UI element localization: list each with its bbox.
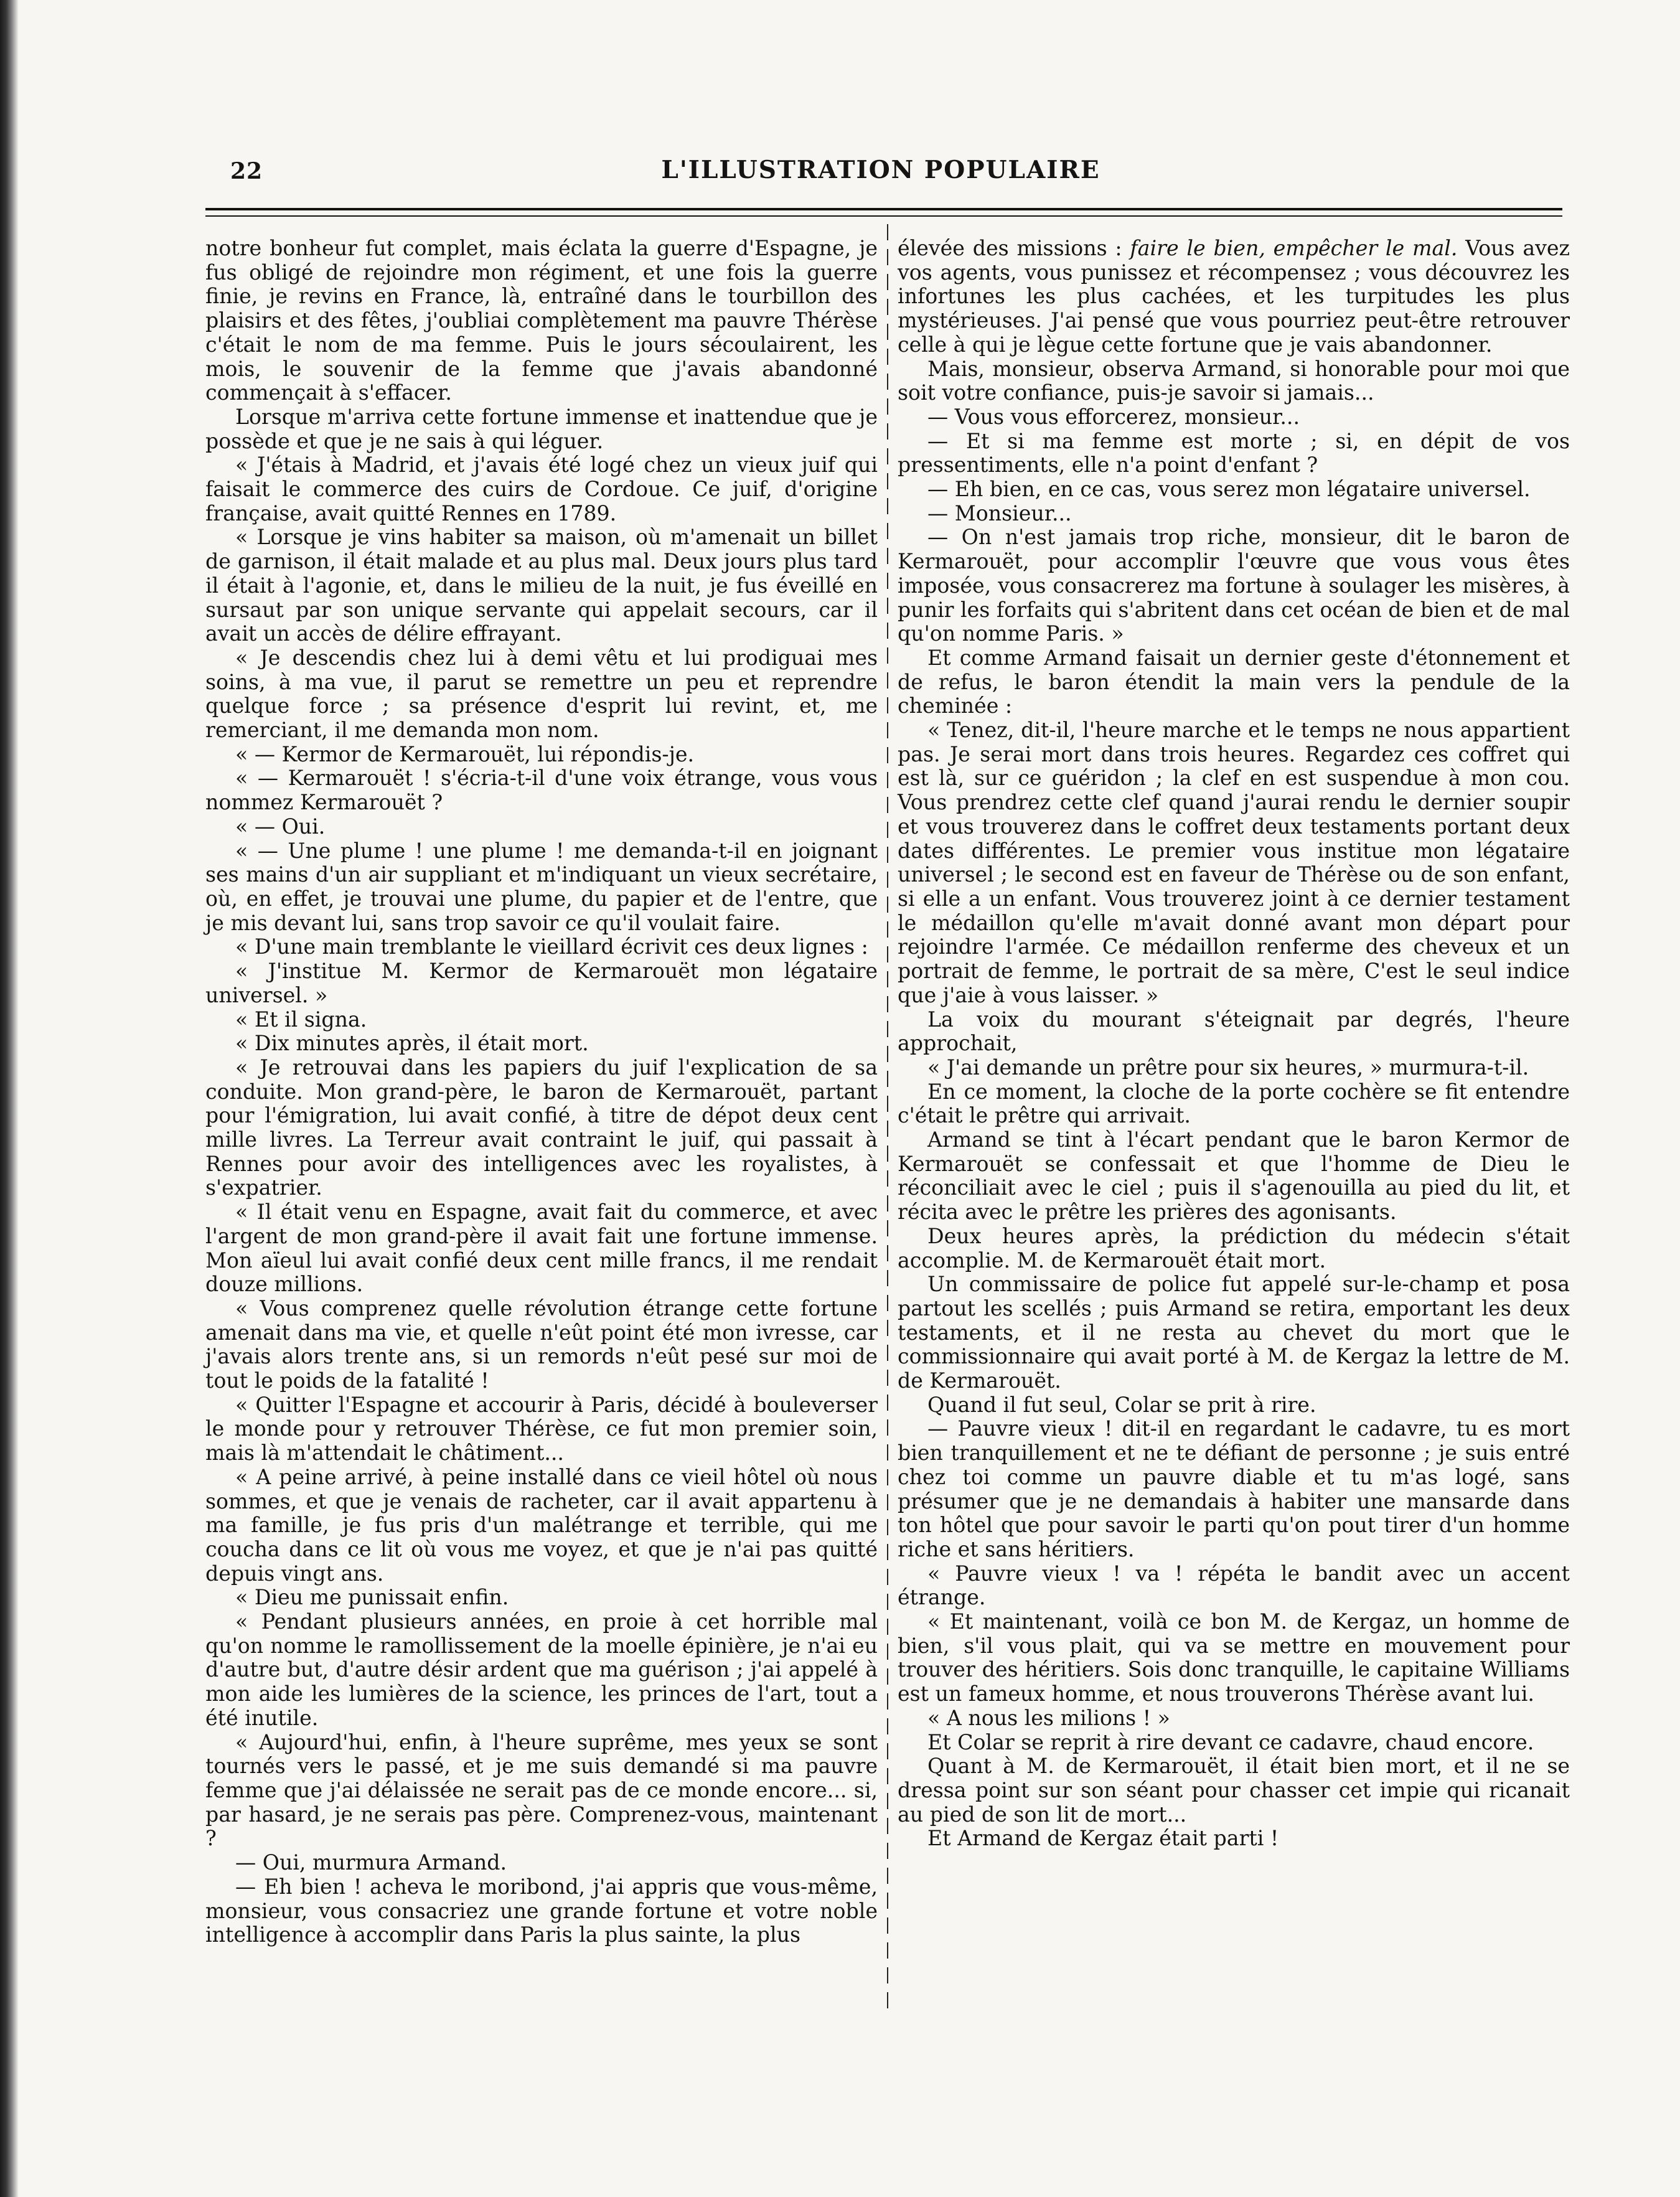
paragraph: « Dix minutes après, il était mort. <box>235 1031 589 1056</box>
paragraph: « Lorsque je vins habiter sa maison, où m'amenait un billet de garnison, il était malade et au plus mal. Deux jours plus tard il était à l'agonie, et, dans le milieu de la nuit, je fus éveillé en sursaut par son unique servante qui appelait secours, car il avait un accès de délire effrayant. <box>205 525 878 646</box>
paragraph: « Il était venu en Espagne, avait fait du commerce, et avec l'argent de mon grand-père il avait fait une fortune immense. Mon aïeul lui avait confié deux cent mille francs, il me rendait douze millions. <box>205 1200 878 1297</box>
header-rule-thick <box>205 208 1562 210</box>
paragraph: Quant à M. de Kermarouët, il était bien mort, et il ne se dressa point sur son séant pour chasser cet impie qui ricanait au pied de son lit de mort... <box>898 1754 1570 1827</box>
paragraph: Armand se tint à l'écart pendant que le baron Kermor de Kermarouët se confessait et que l'homme de Dieu le réconciliait avec le ciel ; puis il s'agenouilla au pied du lit, et récita avec le prêtre les prières des agonisants. <box>898 1127 1570 1225</box>
left-column <box>205 237 878 1947</box>
paragraph: Deux heures après, la prédiction du médecin s'était accomplie. M. de Kermarouët était mort. <box>898 1223 1570 1273</box>
paragraph: « Pendant plusieurs années, en proie à cet horrible mal qu'on nomme le ramollissement de la moelle épinière, je n'ai eu d'autre but, d'autre désir ardent que ma guérison ; j'ai appelé à mon aide les lumières de la science, les princes de l'art, tout a été inutile. <box>205 1609 878 1730</box>
paragraph: notre bonheur fut complet, mais éclata la guerre d'Espagne, je fus obligé de rejoindre mon régiment, et une fois la guerre finie, je revins en France, là, entraîné dans le tourbillon des plaisirs et des fêtes, j'oubliai complètement ma pauvre Thérèse c'était le nom de ma femme. Puis le jours sécoulairent, les mois, le souvenir de la femme que j'avais abandonné commençait à s'effacer. <box>205 236 878 405</box>
paragraph: En ce moment, la cloche de la porte cochère se fit entendre c'était le prêtre qui arrivait. <box>898 1079 1570 1128</box>
paragraph: Lorsque m'arriva cette fortune immense et inattendue que je possède et que je ne sais à qui léguer. <box>205 404 878 453</box>
paragraph: « Et maintenant, voilà ce bon M. de Kergaz, un homme de bien, s'il vous plait, qui va se mettre en mouvement pour trouver des héritiers. Sois donc tranquille, le capitaine Williams est un fameux homme, et nous trouverons Thérèse avant lui. <box>898 1609 1570 1706</box>
paragraph: « Tenez, dit-il, l'heure marche et le temps ne nous appartient pas. Je serai mort dans trois heures. Regardez ces coffret qui est là, sur ce guéridon ; la clef en est suspendue à mon cou. Vous prendrez cette clef quand j'aurai rendu le dernier soupir et vous trouverez dans le coffret deux testaments portant deux dates différentes. Le premier vous institue mon légataire universel ; le second est en faveur de Thérèse ou de son enfant, si elle a un enfant. Vous trouverez joint à ce dernier testament le médaillon qu'elle m'avait donné avant mon départ pour rejoindre l'armée. Ce médaillon renferme des cheveux et un portrait de femme, le portrait de sa mère, C'est le seul indice que j'aie à vous laisser. » <box>898 718 1570 1007</box>
paragraph: Quand il fut seul, Colar se prit à rire. <box>927 1392 1316 1417</box>
paragraph: Mais, monsieur, observa Armand, si honorable pour moi que soit votre confiance, puis-je savoir si jamais... <box>898 356 1570 405</box>
paragraph: « Quitter l'Espagne et accourir à Paris, décidé à bouleverser le monde pour y retrouver Thérèse, ce fut mon premier soin, mais là m'attendait le châtiment... <box>205 1392 878 1465</box>
paragraph: « D'une main tremblante le vieillard écrivit ces deux lignes : <box>235 934 868 959</box>
page-number: 22 <box>230 158 263 184</box>
paragraph: Et comme Armand faisait un dernier geste d'étonnement et de refus, le baron étendit la main vers la pendule de la cheminée : <box>898 645 1570 718</box>
paragraph: « — Kermor de Kermarouët, lui répondis-je. <box>235 741 695 766</box>
paragraph: « Aujourd'hui, enfin, à l'heure suprême, mes yeux se sont tournés vers le passé, et je me suis demandé si ma pauvre femme que j'ai délaissée ne serait pas de ce monde encore... si, par hasard, je ne serais pas père. Comprenez-vous, maintenant ? <box>205 1729 878 1851</box>
paragraph: — Eh bien ! acheva le moribond, j'ai appris que vous-même, monsieur, vous consacriez une grande fortune et votre noble intelligence à accomplir dans Paris la plus sainte, la plus <box>205 1874 878 1947</box>
column-divider <box>887 224 888 2011</box>
paragraph: — Et si ma femme est morte ; si, en dépit de vos pressentiments, elle n'a point d'enfant ? <box>898 428 1570 478</box>
paragraph: « A nous les milions ! » <box>927 1705 1170 1730</box>
paragraph: « J'institue M. Kermor de Kermarouët mon légataire universel. » <box>205 959 878 1007</box>
paragraph: — Oui, murmura Armand. <box>235 1850 507 1875</box>
paragraph: — Eh bien, en ce cas, vous serez mon légataire universel. <box>927 477 1531 502</box>
paragraph: Un commissaire de police fut appelé sur-le-champ et posa partout les scellés ; puis Armand se retira, emportant les deux testaments, et il ne resta au chevet du mort que le commissionnaire qui avait porté à M. de Kergaz la lettre de M. de Kermarouët. <box>898 1272 1570 1393</box>
paragraph-text: élevée des missions : <box>898 236 1130 260</box>
paragraph-text: Vous avez vos agents, vous punissez et récompensez ; vous découvrez les infortunes les plus cachées, et les turpitudes les plus mystérieuses. J'ai pensé que vous pourriez peut-être retrouver celle à qui je lègue cette fortune que je vais abandonner. <box>898 236 1570 357</box>
paragraph: « Je retrouvai dans les papiers du juif l'explication de sa conduite. Mon grand-père, le baron de Kermarouët, partant pour l'émigration, lui avait confié, à titre de dépot deux cent mille livres. La Terreur avait contraint le juif, qui passait à Rennes pour avoir des intelligences avec les royalistes, à s'expatrier. <box>205 1055 878 1200</box>
paragraph: « A peine arrivé, à peine installé dans ce vieil hôtel où nous sommes, et que je venais de racheter, car il avait appartenu à ma famille, je fus pris d'un malétrange et terrible, qui me coucha dans ce lit où vous me voyez, et que je n'ai pas quitté depuis vingt ans. <box>205 1464 878 1586</box>
paragraph <box>898 237 1570 357</box>
right-column <box>898 237 1570 1851</box>
running-title: L'ILLUSTRATION POPULAIRE <box>661 156 1100 184</box>
paragraph: « J'ai demande un prêtre pour six heures, » murmura-t-il. <box>927 1055 1529 1080</box>
header-rule-thin <box>205 215 1562 217</box>
paragraph: — Vous vous efforcerez, monsieur... <box>927 404 1300 429</box>
paragraph: « — Kermarouët ! s'écria-t-il d'une voix étrange, vous vous nommez Kermarouët ? <box>205 766 878 815</box>
paragraph: — Monsieur... <box>927 501 1072 525</box>
paragraph: La voix du mourant s'éteignait par degrés, l'heure approchait, <box>898 1007 1570 1056</box>
paragraph: Et Colar se reprit à rire devant ce cadavre, chaud encore. <box>927 1729 1534 1754</box>
paragraph: Et Armand de Kergaz était parti ! <box>927 1826 1279 1851</box>
paragraph: « — Oui. <box>235 814 326 839</box>
page-header <box>187 156 1575 193</box>
paragraph: — Pauvre vieux ! dit-il en regardant le cadavre, tu es mort bien tranquillement et ne te défiant de personne ; je suis entré chez toi comme un pauvre diable et tu m'as logé, sans présumer que je ne demandais à habiter une mansarde dans ton hôtel que pour savoir le parti qu'on pout tirer d'un homme riche et sans héritiers. <box>898 1416 1570 1561</box>
paragraph: « J'étais à Madrid, et j'avais été logé chez un vieux juif qui faisait le commerce des cuirs de Cordoue. Ce juif, d'origine française, avait quitté Rennes en 1789. <box>205 453 878 525</box>
paragraph: « Je descendis chez lui à demi vêtu et lui prodiguai mes soins, à ma vue, il parut se remettre un peu et reprendre quelque force ; sa présence d'esprit lui revint, et, me remerciant, il me demanda mon nom. <box>205 645 878 743</box>
paragraph: « Et il signa. <box>235 1007 367 1032</box>
italic-motto: faire le bien, empêcher le mal. <box>1130 236 1458 260</box>
paragraph: « Dieu me punissait enfin. <box>235 1585 509 1610</box>
paragraph: — On n'est jamais trop riche, monsieur, dit le baron de Kermarouët, pour accomplir l'œuvre que vous vous êtes imposée, vous consacrerez ma fortune à soulager les misères, à punir les forfaits qui s'abritent dans cet océan de bien et de mal qu'on nomme Paris. » <box>898 525 1570 646</box>
page-binding-edge <box>0 0 19 2197</box>
paragraph: « Vous comprenez quelle révolution étrange cette fortune amenait dans ma vie, et quelle n'eût point été mon ivresse, car j'avais alors trente ans, si un remords n'eût pesé sur moi de tout le poids de la fatalité ! <box>205 1296 878 1393</box>
paragraph: « Pauvre vieux ! va ! répéta le bandit avec un accent étrange. <box>898 1561 1570 1610</box>
paragraph: « — Une plume ! une plume ! me demanda-t-il en joignant ses mains d'un air suppliant et m'indiquant un vieux secrétaire, où, en effet, je trouvai une plume, du papier et de l'entre, que je mis devant lui, sans trop savoir ce qu'il voulait faire. <box>205 838 878 935</box>
